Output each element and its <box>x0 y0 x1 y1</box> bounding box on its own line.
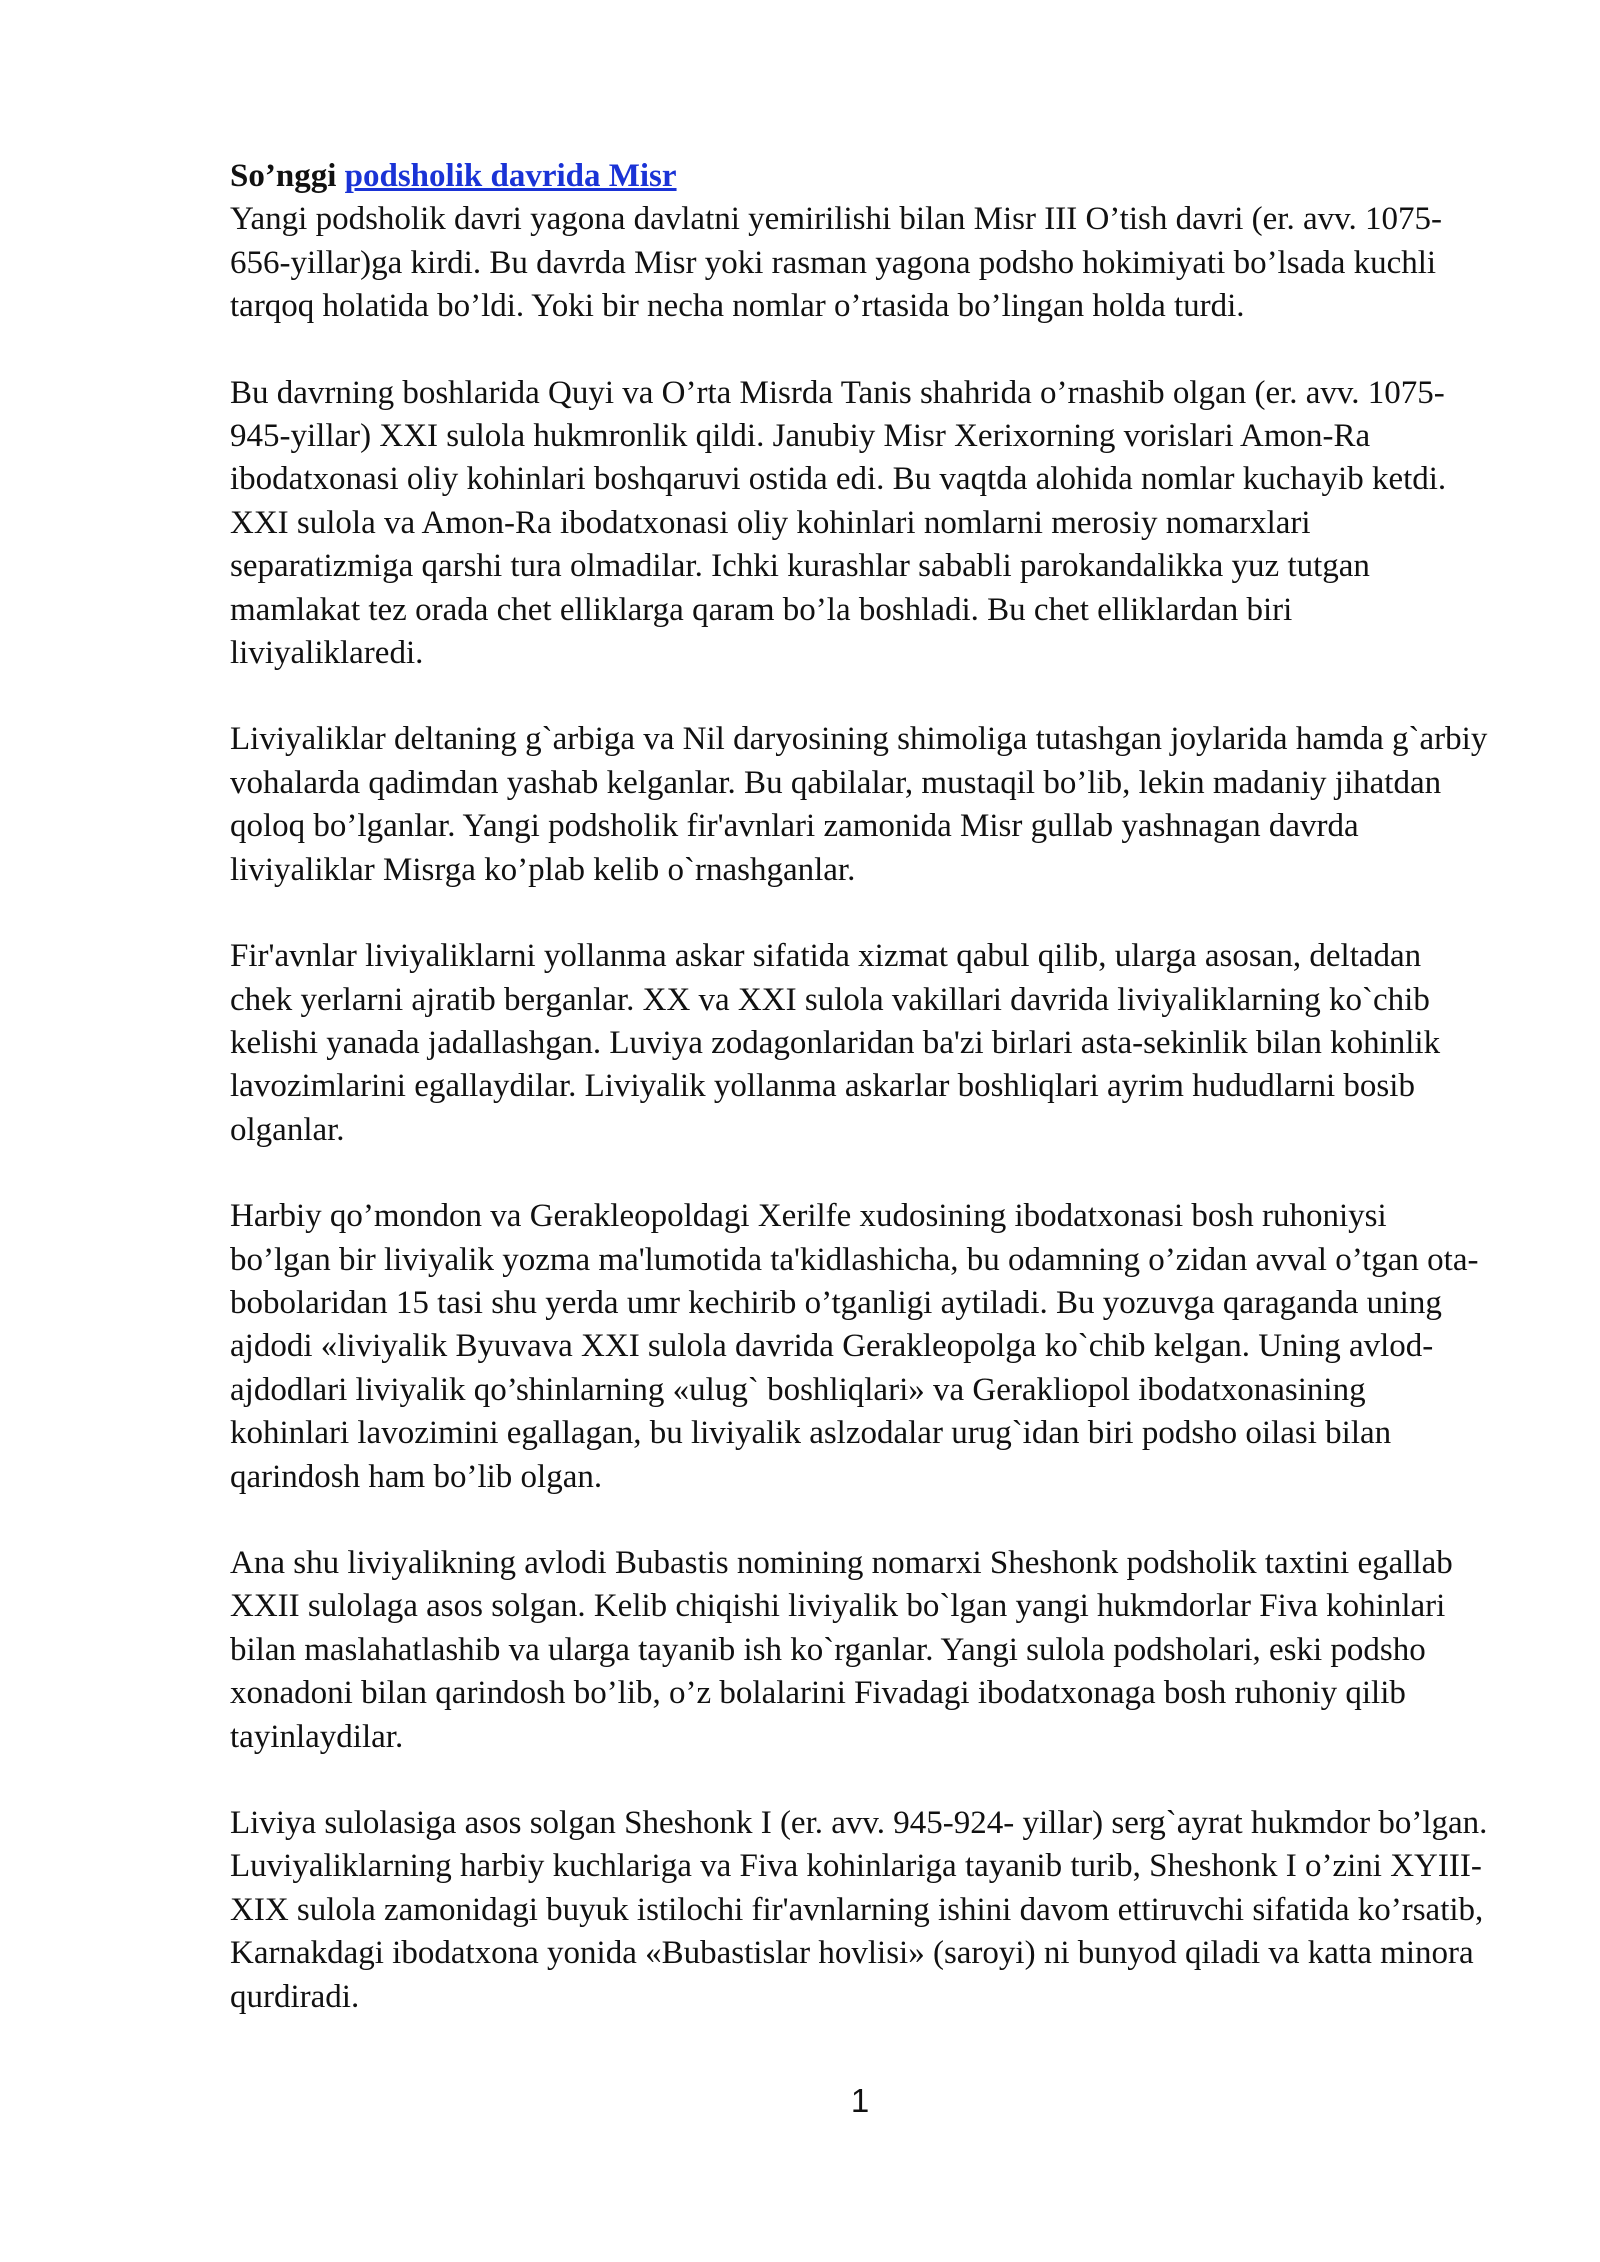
document-title <box>230 155 1490 198</box>
title-prefix: So’nggi <box>230 158 345 194</box>
paragraph-3: Liviyaliklar deltaning g`arbiga va Nil daryosining shimoliga tutashgan joylarida hamda g`arbiy vohalarda qadimdan yashab kelganlar. Bu qabilalar, mustaqil bo’lib, lekin madaniy jihatdan qoloq bo’lganlar. Yangi podsholik fir'avnlari zamonida Misr gullab yashnagan davrda liviyaliklar Misrga ko’plab kelib o`rnashganlar. <box>230 721 1488 888</box>
paragraph-7: Liviya sulolasiga asos solgan Sheshonk I (er. avv. 945-924- yillar) serg`ayrat hukmdor bo’lgan. Luviyaliklarning harbiy kuchlariga va Fiva kohinlariga tayanib turib, Sheshonk I o’zini XYIII-XIX sulola zamonidagi buyuk istilochi fir'avnlarning ishini davom ettiruvchi sifatida ko’rsatib, Karnakdagi ibodatxona yonida «Bubastislar hovlisi» (saroyi) ni bunyod qiladi va katta minora qurdiradi. <box>230 1805 1488 2015</box>
document-page <box>230 155 1490 2062</box>
paragraph-4: Fir'avnlar liviyaliklarni yollanma askar sifatida xizmat qabul qilib, ularga asosan, deltadan chek yerlarni ajratib berganlar. XX va XXI sulola vakillari davrida liviyaliklarning ko`chib kelishi yanada jadallashgan. Luviya zodagonlaridan ba'zi birlari asta-sekinlik bilan kohinlik lavozimlarini egallaydilar. Liviyalik yollanma askarlar boshliqlari ayrim hududlarni bosib olganlar. <box>230 938 1441 1148</box>
paragraph-2: Bu davrning boshlarida Quyi va O’rta Misrda Tanis shahrida o’rnashib olgan (er. avv. 1075-945-yillar) XXI sulola hukmronlik qildi. Janubiy Misr Xerixorning vorislari Amon-Ra ibodatxonasi oliy kohinlari boshqaruvi ostida edi. Bu vaqtda alohida nomlar kuchayib ketdi. XXI sulola va Amon-Ra ibodatxonasi oliy kohinlari nomlarni merosiy nomarxlari separatizmiga qarshi tura olmadilar. Ichki kurashlar sababli parokandalikka yuz tutgan mamlakat tez orada chet elliklarga qaram bo’la boshladi. Bu chet elliklardan biri liviyaliklaredi. <box>230 374 1447 672</box>
title-link[interactable]: podsholik davrida Misr <box>344 158 677 194</box>
paragraph-5: Harbiy qo’mondon va Gerakleopoldagi Xerilfe xudosining ibodatxonasi bosh ruhoniysi bo’lgan bir liviyalik yozma ma'lumotida ta'kidlashicha, bu odamning o’zidan avval o’tgan ota-bobolaridan 15 tasi shu yerda umr kechirib o’tganligi aytiladi. Bu yozuvga qaraganda uning ajdodi «liviyalik Byuvava XXI sulola davrida Gerakleopolga ko`chib kelgan. Uning avlod-ajdodlari liviyalik qo’shinlarning «ulug` boshliqlari» va Gerakliopol ibodatxonasining kohinlari lavozimini egallagan, bu liviyalik aslzodalar urug`idan biri podsho oilasi bilan qarindosh ham bo’lib olgan. <box>230 1198 1479 1495</box>
page-number: 1 <box>850 2082 870 2119</box>
paragraph-6: Ana shu liviyalikning avlodi Bubastis nomining nomarxi Sheshonk podsholik taxtini egallab XXII sulolaga asos solgan. Kelib chiqishi liviyalik bo`lgan yangi hukmdorlar Fiva kohinlari bilan maslahatlashib va ularga tayanib ish ko`rganlar. Yangi sulola podsholari, eski podsho xonadoni bilan qarindosh bo’lib, o’z bolalarini Fivadagi ibodatxonaga bosh ruhoniy qilib tayinlaydilar. <box>230 1544 1453 1755</box>
paragraph-1: Yangi podsholik davri yagona davlatni yemirilishi bilan Misr III O’tish davri (er. avv. 1075-656-yillar)ga kirdi. Bu davrda Misr yoki rasman yagona podsho hokimiyati bo’lsada kuchli tarqoq holatida bo’ldi. Yoki bir necha nomlar o’rtasida bo’lingan holda turdi. <box>230 201 1442 325</box>
